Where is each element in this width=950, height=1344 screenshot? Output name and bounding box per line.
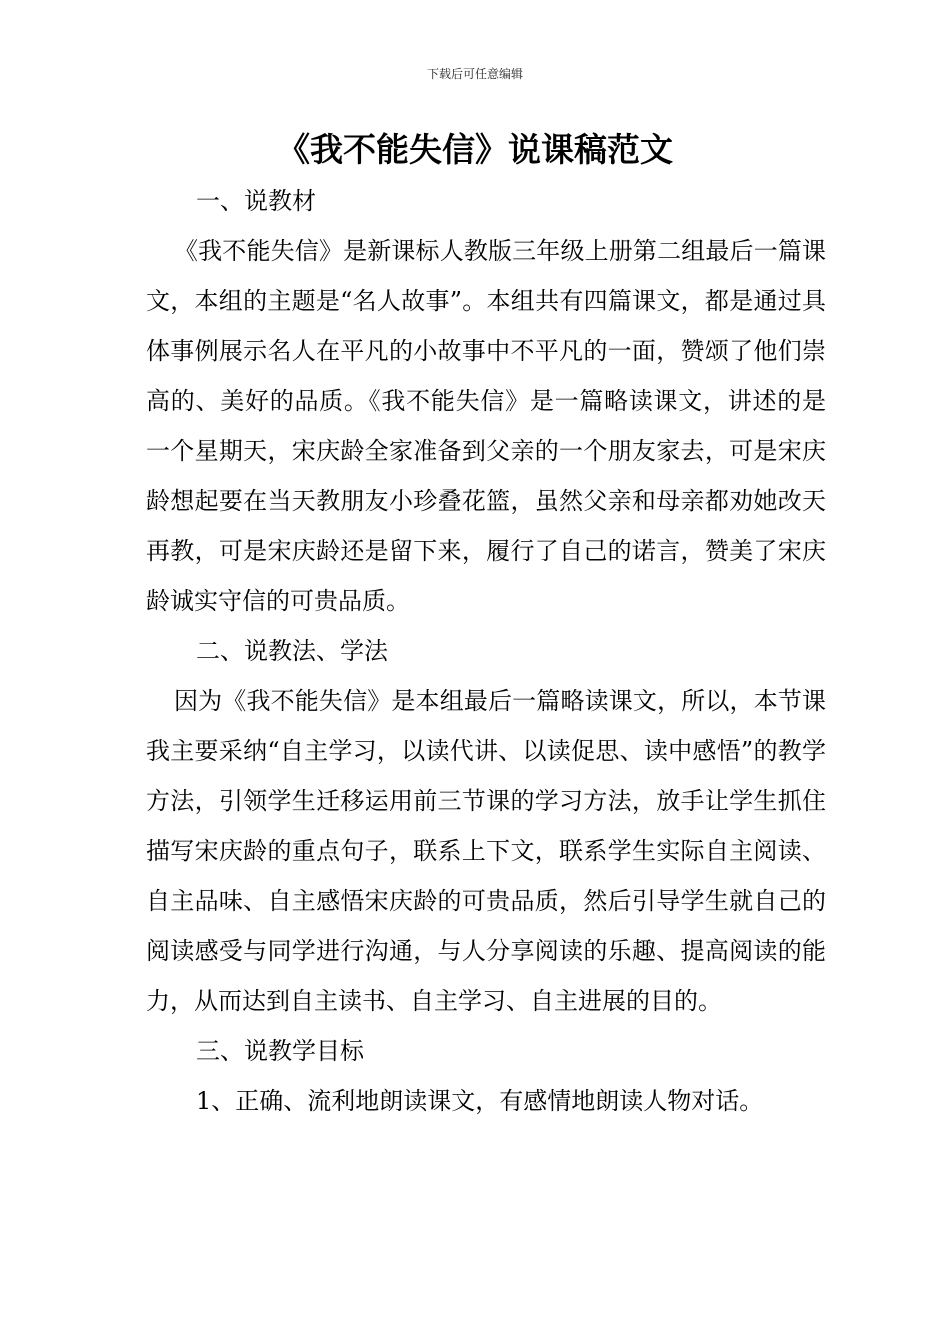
document-body — [146, 176, 826, 1126]
document-title: 《我不能失信》说课稿范文 — [277, 130, 673, 169]
goal-item-1: 1、正确、流利地朗读课文，有感情地朗读人物对话。 — [196, 1087, 764, 1115]
section-heading-teaching-methods: 二、说教法、学法 — [196, 637, 388, 665]
section-heading-teaching-material: 一、说教材 — [196, 187, 316, 215]
paragraph-teaching-material: 《我不能失信》是新课标人教版三年级上册第二组最后一篇课文，本组的主题是“名人故事”。本组共有四篇课文，都是通过具体事例展示名人在平凡的小故事中不平凡的一面，赞颂了他们崇高的、美好的品质。《我不能失信》是一篇略读课文，讲述的是一个星期天，宋庆龄全家准备到父亲的一个朋友家去，可是宋庆龄想起要在当天教朋友小珍叠花篮，虽然父亲和母亲都劝她改天再教，可是宋庆龄还是留下来，履行了自己的诺言，赞美了宋庆龄诚实守信的可贵品质。 — [146, 237, 826, 615]
header-note: 下载后可任意编辑 — [426, 67, 523, 81]
section-heading-teaching-goals: 三、说教学目标 — [196, 1037, 364, 1065]
paragraph-teaching-methods: 因为《我不能失信》是本组最后一篇略读课文，所以，本节课我主要采纳“自主学习，以读代讲、以读促思、读中感悟”的教学方法，引领学生迁移运用前三节课的学习方法，放手让学生抓住描写宋庆龄的重点句子，联系上下文，联系学生实际自主阅读、自主品味、自主感悟宋庆龄的可贵品质，然后引导学生就自己的阅读感受与同学进行沟通，与人分享阅读的乐趣、提高阅读的能力，从而达到自主读书、自主学习、自主进展的目的。 — [146, 687, 826, 1015]
